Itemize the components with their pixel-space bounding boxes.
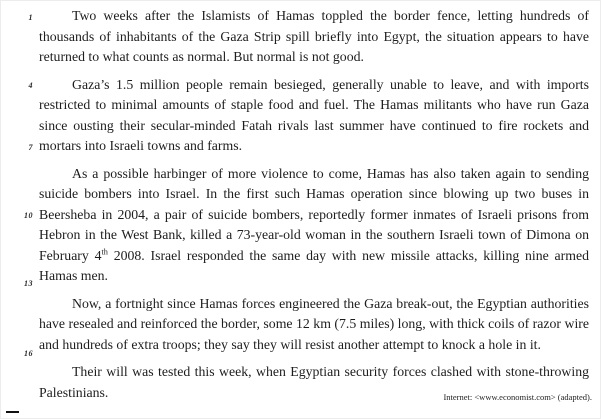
line-number: 1 xyxy=(28,13,33,22)
paragraph-1: Two weeks after the Islamists of Hamas toppled the border fence, letting hundreds of thousands of inhabitants of the Gaza Strip spill briefly into Egypt, the situation appears to have returned to what counts as normal. But normal is not good. xyxy=(39,8,589,64)
line-number: 4 xyxy=(28,81,33,90)
paragraph-2: Gaza’s 1.5 million people remain besieged, generally unable to leave, and with imports restricted to minimal amounts of staple food and fuel. The Hamas militants who have run Gaza since ousting their secular-minded Fatah rivals last summer have continued to fire rockets and mortars into Israeli towns and farms. xyxy=(39,76,589,153)
paragraph-5: Their will was tested this week, when Egyptian security forces clashed with stone-throwing Palestinians. xyxy=(39,364,589,400)
line-number: 7 xyxy=(28,143,33,152)
paragraph-3 xyxy=(39,164,589,287)
line-number: 16 xyxy=(24,349,33,358)
paragraph-4: Now, a fortnight since Hamas forces engineered the Gaza break-out, the Egyptian authorities have resealed and reinforced the border, some 12 km (7.5 miles) long, with thick coils of razor wire and hundreds of extra troops; they say they will resist another attempt to knock a hole in it. xyxy=(39,295,589,352)
paragraph-3-text: As a possible harbinger of more violence to come, Hamas has also taken again to sending suicide bombers into Israel. In the first such Hamas operation since blowing up two buses in Beersheba in 2004, a pair of suicide bombers, reportedly former inmates of Israeli prisons from Hebron in the West Bank, killed a 73-year-old woman in the southern Israeli town of Dimona on February 4 xyxy=(39,165,589,263)
ordinal-superscript: th xyxy=(101,246,108,256)
source-citation: Internet: <www.economist.com> (adapted). xyxy=(443,392,592,402)
text-block xyxy=(39,6,589,410)
footnote-rule xyxy=(6,411,19,413)
line-number: 13 xyxy=(24,279,33,288)
paragraph-3-text-cont: 2008. Israel responded the same day with new missile attacks, killing nine armed Hamas men. xyxy=(39,247,590,283)
line-number: 10 xyxy=(24,211,33,220)
